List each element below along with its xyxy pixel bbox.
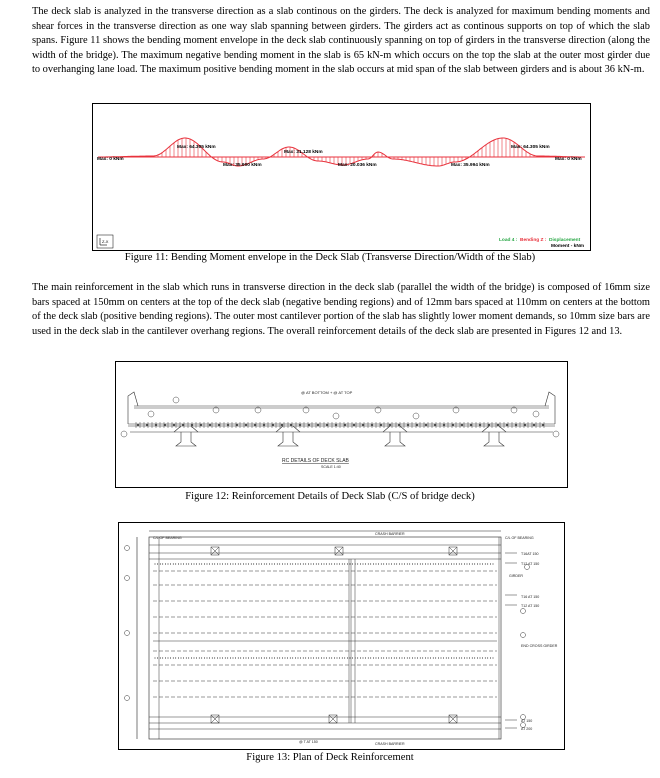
legend-units: Moment - kNm xyxy=(551,244,585,249)
figure-12-caption: Figure 12: Reinforcement Details of Deck Slab (C/S of bridge deck) xyxy=(185,491,475,502)
label-peak-1: Max: 64.305 kNm xyxy=(177,145,216,150)
label-r1: T16AT 150 xyxy=(521,552,539,556)
label-crash-barrier-top: CRASH BARRIER xyxy=(375,532,405,536)
drawing-title: RC DETAILS OF DECK SLAB xyxy=(282,458,349,464)
label-girder: GIRDER xyxy=(509,574,523,578)
svg-text:Z-X: Z-X xyxy=(102,239,109,244)
label-peak-2: Max: 31.128 kNm xyxy=(284,150,323,155)
legend-load: Load 4 : xyxy=(499,238,518,243)
bending-moment-diagram xyxy=(93,104,590,250)
label-trough-1: Max: 35.900 kNm xyxy=(223,163,262,168)
figure-12-deck-cross-section xyxy=(115,361,568,488)
deck-cross-section-drawing xyxy=(116,362,567,487)
label-trough-3: Max: 35.994 kNm xyxy=(451,163,490,168)
plan-reinforcement-drawing xyxy=(119,523,564,749)
label-max-right-end: Max: 0 kNm xyxy=(555,157,582,162)
legend-displacement: Displacement xyxy=(549,238,581,243)
label-peak-3: Max: 64.305 kNm xyxy=(511,145,550,150)
label-r3: T16 AT 150 xyxy=(521,595,540,599)
drawing-scale: SCALE 1:40 xyxy=(321,465,341,469)
legend-bending: Bending Z : xyxy=(520,238,547,243)
label-crash-barrier-bottom: CRASH BARRIER xyxy=(375,742,405,746)
label-trough-2: Max: 20.036 kNm xyxy=(338,163,377,168)
top-note: @ AT BOTTOM + @ AT TOP xyxy=(301,390,353,395)
paragraph-2: The main reinforcement in the slab which runs in transverse direction in the deck slab (parallel the width of the bridge) is composed of 16mm size bars spaced at 150mm on centers at the top of the deck slab (negative bending regions) and of 12mm bars spaced at 110mm on centers at the bottom of the deck slab (positive bending regions). The outer most cantilever portion of the slab has slightly lower moment demands, so 10mm size bars are used in the deck slab in the cantilever overhang regions. The overall reinforcement details of the deck slab are presented in Figures 12 and 13. xyxy=(32,282,650,337)
figure-13-plan-reinforcement xyxy=(118,522,565,750)
label-bot-note: @ T AT 150 xyxy=(299,740,318,744)
label-max-left-end: Max: 0 kNm xyxy=(97,157,124,162)
figure-11-caption: Figure 11: Bending Moment envelope in the Deck Slab (Transverse Direction/Width of the Slab) xyxy=(124,252,536,263)
label-end-cross-girder: END CROSS GIRDER xyxy=(521,644,558,648)
label-r6: AT 200 xyxy=(521,727,533,731)
figure-13-caption: Figure 13: Plan of Deck Reinforcement xyxy=(246,752,414,763)
axis-triad-icon xyxy=(97,235,113,248)
label-bearing-left: C/L OF BEARING xyxy=(153,536,182,540)
paragraph-1: The deck slab is analyzed in the transverse direction as a slab continous on the girders. The deck is analyzed for maximum bending moments and shear forces in the transverse direction as one way slab spanning between girders. The girders act as continous supports on top of which the slab spans. Figure 11 shows the bending moment envelope in the deck slab continuously spanning on top of girders in the transverse direction (along the width of the bridge). The maximum negative bending moment in the slab is 65 kN-m which occurs on the top the slab at the outer most girder due to overhanging lane load. The maximum positive bending moment in the slab occurs at mid span of the slab between girders and is about 36 kN-m. xyxy=(32,6,650,76)
label-r2: T12 AT 150 xyxy=(521,562,540,566)
label-bearing-right: C/L OF BEARING xyxy=(505,536,534,540)
label-r5: AT 150 xyxy=(521,719,533,723)
figure-11-moment-envelope xyxy=(92,103,591,251)
label-r4: T12 AT 150 xyxy=(521,604,540,608)
